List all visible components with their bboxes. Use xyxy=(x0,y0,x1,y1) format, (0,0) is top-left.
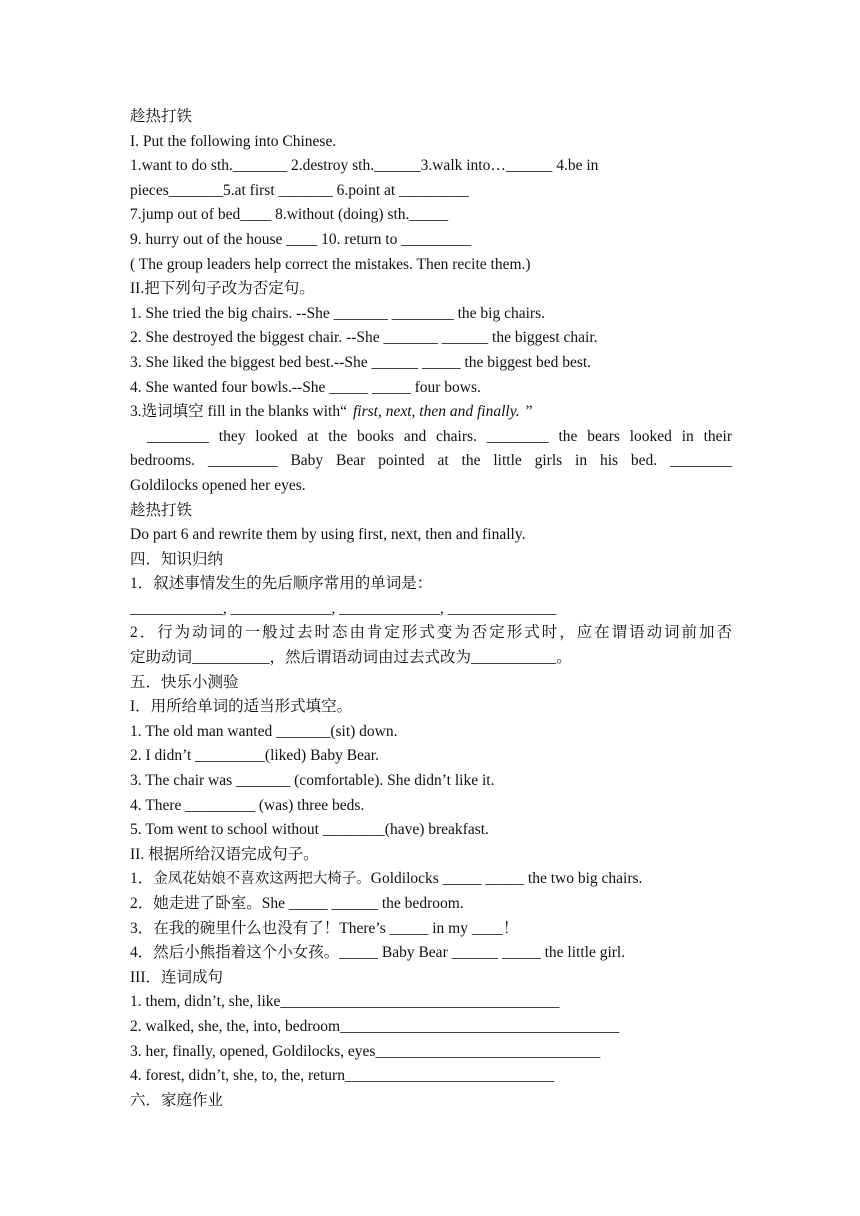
section-heading: 趁热打铁 xyxy=(130,108,193,125)
exercise-line: 1．叙述事情发生的先后顺序常用的单词是： xyxy=(130,575,433,593)
exercise-line: 2. walked, she, the, into, bedroom____________________________________ xyxy=(130,1017,620,1035)
section-heading: 五．快乐小测验 xyxy=(130,673,239,691)
exercise-instruction xyxy=(130,400,732,425)
item-number: 1． xyxy=(130,870,154,888)
exercise-line: pieces_______5.at first _______ 6.point at _________ xyxy=(130,181,469,199)
section-heading: 趁热打铁 xyxy=(130,501,193,519)
exercise-line: 定助动词__________，然后谓语动词由过去式改为___________。 xyxy=(130,649,572,667)
exercise-line xyxy=(130,867,732,892)
exercise-line: 3. The chair was _______ (comfortable). She didn’t like it. xyxy=(130,772,495,790)
word-choices: first, next, then and finally. xyxy=(352,403,520,421)
paragraph-line: ________ they looked at the books and chairs. ________ the bears looked in their xyxy=(147,427,732,445)
exercise-line: 2．行为动词的一般过去时态由肯定形式变为否定形式时，应在谓语动词前加否 xyxy=(130,624,732,642)
worksheet-page xyxy=(130,105,732,1113)
exercise-line: 2. She destroyed the biggest chair. --She _______ ______ the biggest chair. xyxy=(130,329,598,347)
exercise-line: 3. her, finally, opened, Goldilocks, eyes_____________________________ xyxy=(130,1042,601,1060)
instruction-text: 3.选词填空 fill in the blanks with“ xyxy=(130,403,347,421)
section-heading: 六．家庭作业 xyxy=(130,1091,224,1109)
exercise-line: 4. There _________ (was) three beds. xyxy=(130,796,365,814)
exercise-line: 4. She wanted four bowls.--She _____ _____ four bows. xyxy=(130,378,481,396)
answer-blanks: ____________, _____________, _____________, ______________ xyxy=(130,599,557,617)
exercise-line: 4．然后小熊指着这个小女孩。_____ Baby Bear ______ _____ the little girl. xyxy=(130,944,626,962)
exercise-instruction: II.把下列句子改为否定句。 xyxy=(130,280,315,298)
exercise-instruction: III．连词成句 xyxy=(130,968,223,986)
exercise-instruction: Do part 6 and rewrite them by using first, next, then and finally. xyxy=(130,526,526,544)
exercise-line: 3. She liked the biggest bed best.--She ______ _____ the biggest bed best. xyxy=(130,353,592,371)
closing-quote: ” xyxy=(525,403,533,421)
exercise-line: 1. She tried the big chairs. --She _______ ________ the big chairs. xyxy=(130,304,545,322)
paragraph-line: Goldilocks opened her eyes. xyxy=(130,476,306,494)
chinese-prompt: 金凤花姑娘不喜欢这两把大椅子。 xyxy=(153,871,371,888)
exercise-instruction: I. Put the following into Chinese. xyxy=(130,132,337,150)
exercise-line: 2. I didn’t _________(liked) Baby Bear. xyxy=(130,747,379,765)
exercise-line: 3．在我的碗里什么也没有了！There’s _____ in my ____！ xyxy=(130,919,519,937)
exercise-instruction: I．用所给单词的适当形式填空。 xyxy=(130,698,353,716)
exercise-line: 1.want to do sth._______ 2.destroy sth.______3.walk into…______ 4.be in xyxy=(130,157,599,175)
paragraph-line: bedrooms. _________ Baby Bear pointed at the little girls in his bed. ________ xyxy=(130,452,732,470)
exercise-note: ( The group leaders help correct the mistakes. Then recite them.) xyxy=(130,255,531,273)
section-heading: 四．知识归纳 xyxy=(130,550,224,568)
exercise-line: 1. The old man wanted _______(sit) down. xyxy=(130,722,398,740)
exercise-line: 9. hurry out of the house ____ 10. return to _________ xyxy=(130,230,471,248)
exercise-line: 1. them, didn’t, she, like____________________________________ xyxy=(130,993,560,1011)
exercise-line: 5. Tom went to school without ________(have) breakfast. xyxy=(130,821,489,839)
exercise-instruction: II. 根据所给汉语完成句子。 xyxy=(130,845,319,863)
exercise-line: 7.jump out of bed____ 8.without (doing) sth._____ xyxy=(130,206,449,224)
exercise-line: 4. forest, didn’t, she, to, the, return___________________________ xyxy=(130,1067,555,1085)
english-sentence: Goldilocks _____ _____ the two big chairs. xyxy=(370,870,643,888)
exercise-line: 2．她走进了卧室。She _____ ______ the bedroom. xyxy=(130,895,464,912)
